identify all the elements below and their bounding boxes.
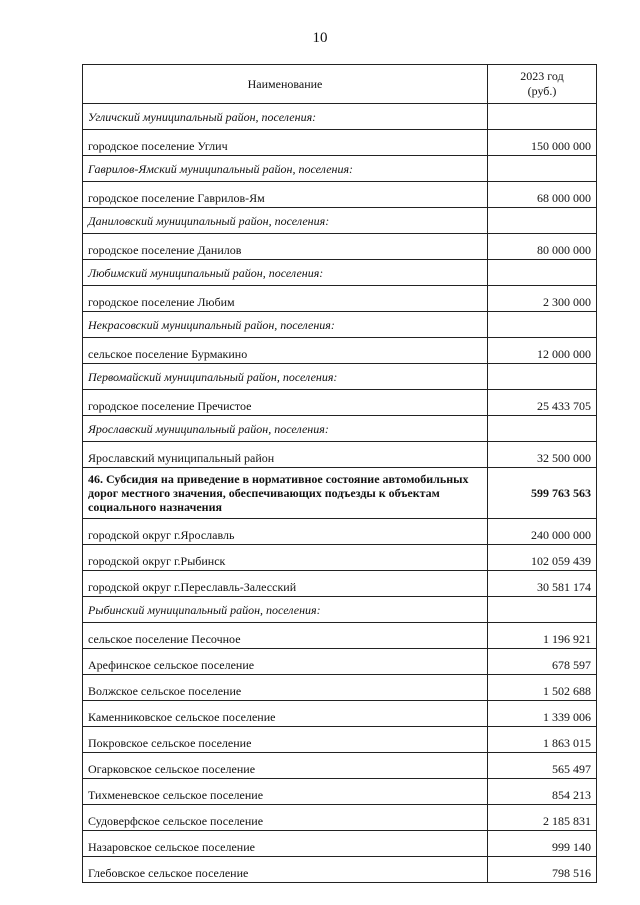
district-row — [83, 260, 597, 286]
row-amount — [488, 364, 597, 390]
row-amount — [488, 597, 597, 623]
row-name: Первомайский муниципальный район, поселения: — [83, 364, 488, 390]
row-amount: 678 597 — [488, 649, 597, 675]
row-amount: 1 502 688 — [488, 675, 597, 701]
row-name: Назаровское сельское поселение — [83, 831, 488, 857]
row-name: Тихменевское сельское поселение — [83, 779, 488, 805]
row-amount: 1 196 921 — [488, 623, 597, 649]
row-amount: 565 497 — [488, 753, 597, 779]
row-amount — [488, 104, 597, 130]
row-name: городское поселение Углич — [83, 130, 488, 156]
row-amount: 999 140 — [488, 831, 597, 857]
row-amount: 2 185 831 — [488, 805, 597, 831]
page-number: 10 — [312, 30, 328, 46]
section-row — [83, 468, 597, 519]
row-name: городское поселение Гаврилов-Ям — [83, 182, 488, 208]
row-name: городской округ г.Переславль-Залесский — [83, 571, 488, 597]
table-row — [83, 727, 597, 753]
table-row — [83, 390, 597, 416]
row-name: сельское поселение Бурмакино — [83, 338, 488, 364]
row-name: Огарковское сельское поселение — [83, 753, 488, 779]
row-name: Рыбинский муниципальный район, поселения: — [83, 597, 488, 623]
row-amount — [488, 156, 597, 182]
district-row — [83, 597, 597, 623]
row-name: Глебовское сельское поселение — [83, 857, 488, 883]
row-amount: 599 763 563 — [488, 468, 597, 519]
table-row — [83, 857, 597, 883]
row-name: Ярославский муниципальный район — [83, 442, 488, 468]
table-row — [83, 130, 597, 156]
district-row — [83, 416, 597, 442]
table-row — [83, 234, 597, 260]
table-row — [83, 182, 597, 208]
district-row — [83, 156, 597, 182]
row-amount: 854 213 — [488, 779, 597, 805]
row-amount: 102 059 439 — [488, 545, 597, 571]
row-amount: 25 433 705 — [488, 390, 597, 416]
row-amount: 68 000 000 — [488, 182, 597, 208]
row-name: Каменниковское сельское поселение — [83, 701, 488, 727]
district-row — [83, 208, 597, 234]
row-name: Угличский муниципальный район, поселения: — [83, 104, 488, 130]
row-amount — [488, 312, 597, 338]
row-name: городское поселение Данилов — [83, 234, 488, 260]
table-row — [83, 286, 597, 312]
row-name: Волжское сельское поселение — [83, 675, 488, 701]
row-name: Судоверфское сельское поселение — [83, 805, 488, 831]
row-amount: 1 863 015 — [488, 727, 597, 753]
row-amount — [488, 260, 597, 286]
row-name: 46. Субсидия на приведение в нормативное состояние автомобильных дорог местного значения, обеспечивающих подъезды к объектам социального назначения — [83, 468, 488, 519]
row-name: Даниловский муниципальный район, поселения: — [83, 208, 488, 234]
row-name: Арефинское сельское поселение — [83, 649, 488, 675]
table-row — [83, 675, 597, 701]
table-row — [83, 545, 597, 571]
district-row — [83, 104, 597, 130]
table-row — [83, 805, 597, 831]
table-row — [83, 753, 597, 779]
row-name: Некрасовский муниципальный район, поселения: — [83, 312, 488, 338]
district-row — [83, 312, 597, 338]
row-amount: 2 300 000 — [488, 286, 597, 312]
row-amount: 12 000 000 — [488, 338, 597, 364]
table-row — [83, 831, 597, 857]
row-name: Ярославский муниципальный район, поселения: — [83, 416, 488, 442]
row-name: сельское поселение Песочное — [83, 623, 488, 649]
row-amount: 240 000 000 — [488, 519, 597, 545]
row-name: городской округ г.Ярославль — [83, 519, 488, 545]
row-name: Покровское сельское поселение — [83, 727, 488, 753]
row-name: городское поселение Пречистое — [83, 390, 488, 416]
row-name: городское поселение Любим — [83, 286, 488, 312]
table-row — [83, 338, 597, 364]
table-row — [83, 649, 597, 675]
row-name: Любимский муниципальный район, поселения: — [83, 260, 488, 286]
row-amount: 798 516 — [488, 857, 597, 883]
row-amount: 1 339 006 — [488, 701, 597, 727]
table-row — [83, 571, 597, 597]
row-name: Гаврилов-Ямский муниципальный район, поселения: — [83, 156, 488, 182]
header-year-cell — [488, 65, 597, 104]
table-row — [83, 701, 597, 727]
table-row — [83, 519, 597, 545]
table-row — [83, 779, 597, 805]
table-row — [83, 623, 597, 649]
header-year: 2023 год — [520, 69, 564, 83]
budget-table — [82, 64, 597, 883]
row-amount — [488, 416, 597, 442]
header-unit: (руб.) — [527, 84, 557, 98]
row-amount — [488, 208, 597, 234]
row-name: городской округ г.Рыбинск — [83, 545, 488, 571]
table-header-row — [83, 65, 597, 104]
row-amount: 80 000 000 — [488, 234, 597, 260]
header-name: Наименование — [83, 65, 488, 104]
table-row — [83, 442, 597, 468]
row-amount: 150 000 000 — [488, 130, 597, 156]
row-amount: 32 500 000 — [488, 442, 597, 468]
district-row — [83, 364, 597, 390]
row-amount: 30 581 174 — [488, 571, 597, 597]
